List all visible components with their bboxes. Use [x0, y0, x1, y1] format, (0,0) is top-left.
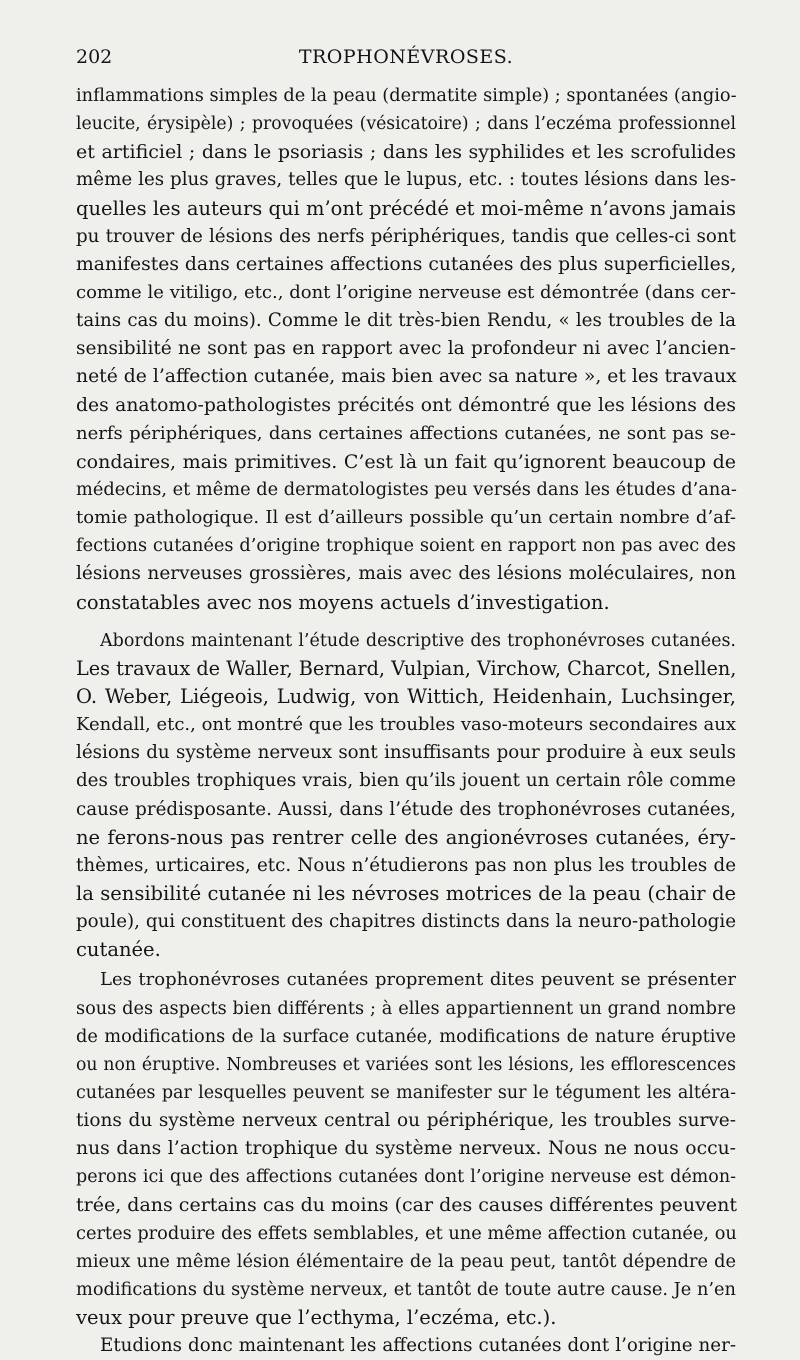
- paragraph: [76, 82, 736, 617]
- paragraph: [76, 1332, 736, 1360]
- text-line: des troubles trophiques vrais, bien qu’ils jouent un certain rôle comme: [76, 770, 736, 792]
- text-line: modifications du système nerveux, et tantôt de toute autre cause. Je n’en: [76, 1279, 736, 1300]
- text-line: poule), qui constituent des chapitres distincts dans la neuro-pathologie: [76, 911, 736, 933]
- text-line: Les trophonévroses cutanées proprement dites peuvent se présenter: [100, 969, 736, 991]
- text-line: ne ferons-nous pas rentrer celle des angionévroses cutanées, éry-: [76, 825, 736, 849]
- text-line: cutanées par lesquelles peuvent se manifester sur le tégument les altéra-: [76, 1082, 736, 1103]
- text-line: inflammations simples de la peau (dermatite simple) ; spontanées (angio-: [76, 86, 737, 106]
- running-title: TROPHONÉVROSES.: [298, 46, 514, 68]
- text-line: perons ici que des affections cutanées dont l’origine nerveuse est démon-: [76, 1167, 736, 1188]
- text-line: même les plus graves, telles que le lupus, etc. : toutes lésions dans les-: [76, 169, 736, 191]
- text-line: certes produire des effets semblables, et une même affection cutanée, ou: [76, 1223, 737, 1244]
- text-line: lésions nerveuses grossières, mais avec des lésions moléculaires, non: [76, 563, 736, 585]
- text-line: trée, dans certains cas du moins (car des causes différentes peuvent: [76, 1194, 737, 1217]
- text-line: veux pour preuve que l’ecthyma, l’eczéma, etc.).: [76, 1306, 557, 1330]
- text-line: mieux une même lésion élémentaire de la peau peut, tantôt dépendre de: [76, 1251, 736, 1272]
- text-line: thèmes, urticaires, etc. Nous n’étudierons pas non plus les troubles de: [76, 854, 736, 876]
- text-line: Les travaux de Waller, Bernard, Vulpian, Virchow, Charcot, Snellen,: [76, 656, 737, 680]
- text-line: Abordons maintenant l’étude descriptive des trophonévroses cutanées.: [100, 630, 736, 651]
- page-number: 202: [76, 46, 113, 68]
- text-line: lésions du système nerveux sont insuffisants pour produire à eux seuls: [76, 742, 736, 764]
- text-line: O. Weber, Liégeois, Ludwig, von Wittich, Heidenhain, Luchsinger,: [76, 684, 736, 708]
- page-body: [76, 82, 736, 1360]
- text-line: fections cutanées d’origine trophique soient en rapport non pas avec des: [76, 536, 736, 557]
- text-line: manifestes dans certaines affections cutanées des plus superficielles,: [76, 253, 737, 275]
- text-line: nus dans l’action trophique du système nerveux. Nous ne nous occu-: [76, 1138, 736, 1160]
- text-line: cause prédisposante. Aussi, dans l’étude des trophonévroses cutanées,: [76, 798, 736, 820]
- text-line: leucite, érysipèle) ; provoquées (vésicatoire) ; dans l’eczéma professionnel: [76, 114, 736, 135]
- text-line: médecins, et même de dermatologistes peu versés dans les études d’ana-: [76, 479, 737, 500]
- text-line: de modifications de la surface cutanée, modifications de nature éruptive: [76, 1026, 736, 1047]
- text-line: condaires, mais primitives. C’est là un fait qu’ignorent beaucoup de: [76, 450, 736, 473]
- text-line: sensibilité ne sont pas en rapport avec la profondeur ni avec l’ancien-: [76, 338, 736, 360]
- text-line: comme le vitiligo, etc., dont l’origine nerveuse est démontrée (dans cer-: [76, 281, 736, 303]
- page-header: [76, 46, 736, 78]
- text-line: Etudions donc maintenant les affections cutanées dont l’origine ner-: [100, 1335, 736, 1357]
- text-line: et artificiel ; dans le psoriasis ; dans les syphilides et les scrofulides: [76, 141, 736, 164]
- text-line: tains cas du moins). Comme le dit très-bien Rendu, « les troubles de la: [76, 310, 736, 332]
- text-line: la sensibilité cutanée ni les névroses motrices de la peau (chair de: [76, 881, 736, 905]
- paragraph: [76, 627, 736, 965]
- text-line: Kendall, etc., ont montré que les troubles vaso-moteurs secondaires aux: [76, 714, 736, 736]
- text-line: constatables avec nos moyens actuels d’investigation.: [76, 590, 610, 614]
- text-line: pu trouver de lésions des nerfs périphériques, tandis que celles-ci sont: [76, 225, 736, 247]
- text-line: sous des aspects bien différents ; à elles appartiennent un grand nombre: [76, 998, 736, 1019]
- text-line: ou non éruptive. Nombreuses et variées sont les lésions, les efflorescences: [76, 1054, 736, 1075]
- text-line: neté de l’affection cutanée, mais bien avec sa nature », et les travaux: [76, 366, 737, 388]
- text-line: cutanée.: [76, 938, 161, 962]
- text-line: tions du système nerveux central ou périphérique, les troubles surve-: [76, 1110, 736, 1132]
- paragraph: [76, 966, 736, 1332]
- text-line: des anatomo-pathologistes précités ont démontré que les lésions des: [76, 394, 736, 416]
- text-line: nerfs périphériques, dans certaines affections cutanées, ne sont pas se-: [76, 422, 736, 444]
- text-line: quelles les auteurs qui m’ont précédé et moi-même n’avons jamais: [76, 196, 736, 220]
- text-line: tomie pathologique. Il est d’ailleurs possible qu’un certain nombre d’af-: [76, 507, 736, 529]
